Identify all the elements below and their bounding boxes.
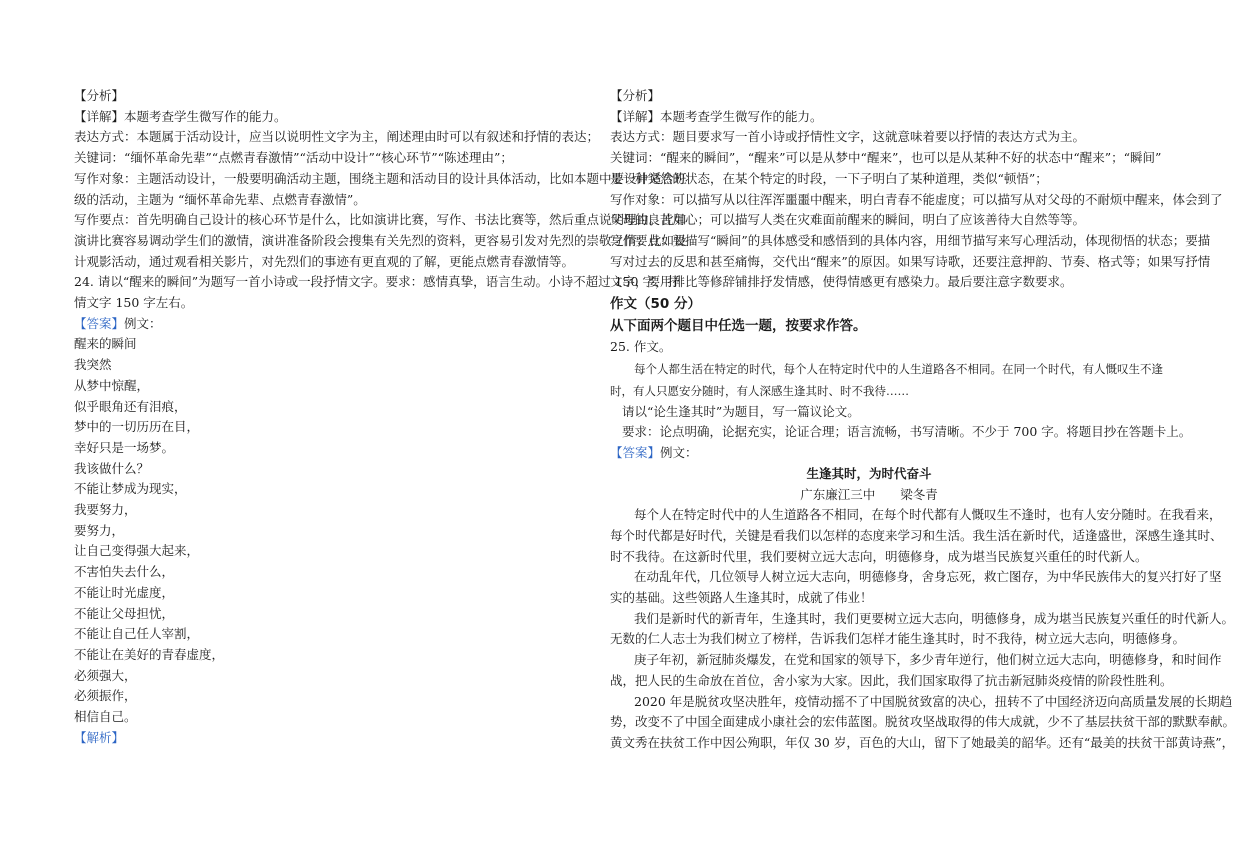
left-text-line: 级的活动，主题为 “缅怀革命先辈、点燃青春激情”。 xyxy=(74,191,366,207)
right-column xyxy=(610,86,1235,754)
left-text-line: 我该做什么？ xyxy=(74,460,150,476)
left-text-line: 【答案】例文： xyxy=(74,315,162,331)
right-text-line: 写对过去的反思和甚至痛悔，交代出“醒来”的原因。如果写诗歌，还要注意押韵、节奏、格式等；如果写抒情 xyxy=(610,253,1211,269)
right-text-line: 【答案】例文： xyxy=(610,445,698,461)
left-text-line: 醒来的瞬间 xyxy=(74,336,137,352)
right-text-line: 写作对象：可以描写从以往浑浑噩噩中醒来，明白青春不能虚度；可以描写从对父母的不耐烦中醒来，体会到了 xyxy=(610,191,1223,207)
left-text-line: 【分析】 xyxy=(74,88,125,103)
right-text-line: 时，有人只愿安分随时，有人深感生逢其时、时不我待…… xyxy=(610,383,909,398)
right-text-line: 每个时代都是好时代，关键是看我们以怎样的态度来学习和生活。我生活在新时代，适逢盛世，深感生逢其时、 xyxy=(610,527,1223,543)
left-text-line: 我突然 xyxy=(74,357,112,373)
left-text-line: 从梦中惊醒， xyxy=(74,377,150,393)
right-text-line: 是一种突然的状态，在某个特定的时段，一下子明白了某种道理，类似“顿悟”； xyxy=(610,170,1048,186)
left-text-line: 要努力， xyxy=(74,522,125,538)
section-marker: 【答案】 xyxy=(74,315,125,331)
left-text-line: 不能让在美好的青春虚度， xyxy=(74,646,225,662)
right-text-line: 从下面两个题目中任选一题，按要求作答。 xyxy=(610,318,867,335)
left-text-line: 不害怕失去什么， xyxy=(74,564,175,580)
right-text-line: 作文（50 分） xyxy=(610,296,701,313)
left-text-line: 情文字 150 字左右。 xyxy=(74,295,194,311)
right-text-line: 要求：论点明确，论据充实，论证合理；语言流畅，书写清晰。不少于 700 字。将题目抄在答题卡上。 xyxy=(622,424,1192,440)
left-text-line: 写作对象：主题活动设计，一般要明确活动主题，围绕主题和活动目的设计具体活动，比如本题中要设计适合班 xyxy=(74,170,687,186)
left-text-line: 表达方式：本题属于活动设计，应当以说明性文字为主，阐述理由时可以有叙述和抒情的表达； xyxy=(74,129,600,145)
right-text-line: 每个人都生活在特定的时代，每个人在特定时代中的人生道路各不相同。在同一个时代，有人慨叹生不逢 xyxy=(634,361,1163,376)
right-text-line: 生逢其时，为时代奋斗 xyxy=(806,465,932,481)
left-text-line: 必须振作， xyxy=(74,688,137,704)
right-text-line: 【分析】 xyxy=(610,88,661,103)
right-text-line: 黄文秀在扶贫工作中因公殉职，年仅 30 岁，百色的大山，留下了她最美的韶华。还有“最美的扶贫干部黄诗燕”， xyxy=(610,734,1235,750)
right-text-line: 势，改变不了中国全面建成小康社会的宏伟蓝图。脱贫攻坚战取得的伟大成就，少不了基层扶贫干部的默默奉献。 xyxy=(610,714,1235,730)
left-text-line: 不能让父母担忧， xyxy=(74,605,175,621)
left-text-line: 不能让自己任人宰割， xyxy=(74,626,200,642)
right-text-line: 文字，要用排比等修辞铺排抒发情感，使得情感更有感染力。最后要注意字数要求。 xyxy=(610,274,1073,290)
left-text-line: 计观影活动，通过观看相关影片，对先烈们的事迹有更直观的了解，更能点燃青春激情等。 xyxy=(74,253,575,269)
left-text-line: 让自己变得强大起来， xyxy=(74,543,200,559)
left-text-line: 梦中的一切历历在目， xyxy=(74,419,200,435)
right-text-line: 实的基础。这些领路人生逢其时，成就了伟业！ xyxy=(610,590,873,606)
right-text-line: 在动乱年代，几位领导人树立远大志向，明德修身，舍身忘死，救亡图存，为中华民族伟大的复兴打好了坚 xyxy=(634,569,1222,585)
right-text-line: 时不我待。在这新时代里，我们要树立远大志向，明德修身，成为堪当民族复兴重任的时代新人。 xyxy=(610,548,1148,564)
right-text-line: 广东廉江三中 梁冬青 xyxy=(800,486,938,502)
left-text-line: 幸好只是一场梦。 xyxy=(74,439,175,455)
section-marker: 【答案】 xyxy=(610,445,661,461)
right-text-line: 2020 年是脱贫攻坚决胜年，疫情动摇不了中国脱贫致富的决心，扭转不了中国经济迈向高质量发展的长期趋 xyxy=(634,693,1233,709)
left-text-line: 必须强大， xyxy=(74,667,137,683)
right-text-line: 我们是新时代的新青年，生逢其时，我们更要树立远大志向，明德修身，成为堪当民族复兴重任的时代新人。 xyxy=(634,610,1235,626)
right-text-line: 关键词：“醒来的瞬间”，“醒来”可以是从梦中“醒来”，也可以是从某种不好的状态中“醒来”；“瞬间” xyxy=(610,150,1162,166)
left-text-line: 似乎眼角还有泪痕， xyxy=(74,398,187,414)
right-text-line: 战，把人民的生命放在首位，舍小家为大家。因此，我们国家取得了抗击新冠肺炎疫情的阶段性胜利。 xyxy=(610,672,1173,688)
left-text-line: 不能让时光虚度， xyxy=(74,584,175,600)
right-text-line: 无数的仁人志士为我们树立了榜样，告诉我们怎样才能生逢其时，时不我待，树立远大志向，明德修身。 xyxy=(610,631,1186,647)
left-text-line: 我要努力， xyxy=(74,502,137,518)
left-text-line: 【详解】本题考查学生微写作的能力。 xyxy=(74,108,287,124)
right-text-line: 【详解】本题考查学生微写作的能力。 xyxy=(610,108,823,124)
right-text-line: 写作要点：要描写“瞬间”的具体感受和感悟到的具体内容，用细节描写来写心理活动，体现彻悟的状态；要描 xyxy=(610,232,1211,248)
left-text-line: 不能让梦成为现实， xyxy=(74,481,187,497)
section-marker: 【解析】 xyxy=(74,729,125,745)
right-text-line: 请以“论生逢其时”为题目，写一篇议论文。 xyxy=(622,403,860,419)
right-text-line: 25. 作文。 xyxy=(610,339,672,355)
right-text-line: 每个人在特定时代中的人生道路各不相同，在每个时代都有人慨叹生不逢时，也有人安分随时。在我看来， xyxy=(634,507,1222,523)
right-text-line: 庚子年初，新冠肺炎爆发，在党和国家的领导下，多少青年逆行，他们树立远大志向，明德修身，和时间作 xyxy=(634,652,1222,668)
right-text-line: 表达方式：题目要求写一首小诗或抒情性文字，这就意味着要以抒情的表达方式为主。 xyxy=(610,129,1086,145)
left-text-line: 相信自己。 xyxy=(74,709,137,725)
left-text-line: 关键词：“缅怀革命先辈”“点燃青春激情”“活动中设计”“核心环节”“陈述理由”； xyxy=(74,150,513,166)
right-text-line: 父母的良苦用心；可以描写人类在灾难面前醒来的瞬间，明白了应该善待大自然等等。 xyxy=(610,212,1086,228)
left-text-line: 24. 请以“醒来的瞬间”为题写一首小诗或一段抒情文字。要求：感情真挚，语言生动。小诗不超过 150 字，抒 xyxy=(74,274,680,290)
left-text-line xyxy=(74,728,590,749)
left-text-line: 写作要点：首先明确自己设计的核心环节是什么，比如演讲比赛，写作、书法比赛等，然后重点说明理由。比如 xyxy=(74,212,687,228)
left-text-line: 演讲比赛容易调动学生们的激情，演讲准备阶段会搜集有关先烈的资料，更容易引发对先烈的崇敬之情；比如设 xyxy=(74,232,687,248)
